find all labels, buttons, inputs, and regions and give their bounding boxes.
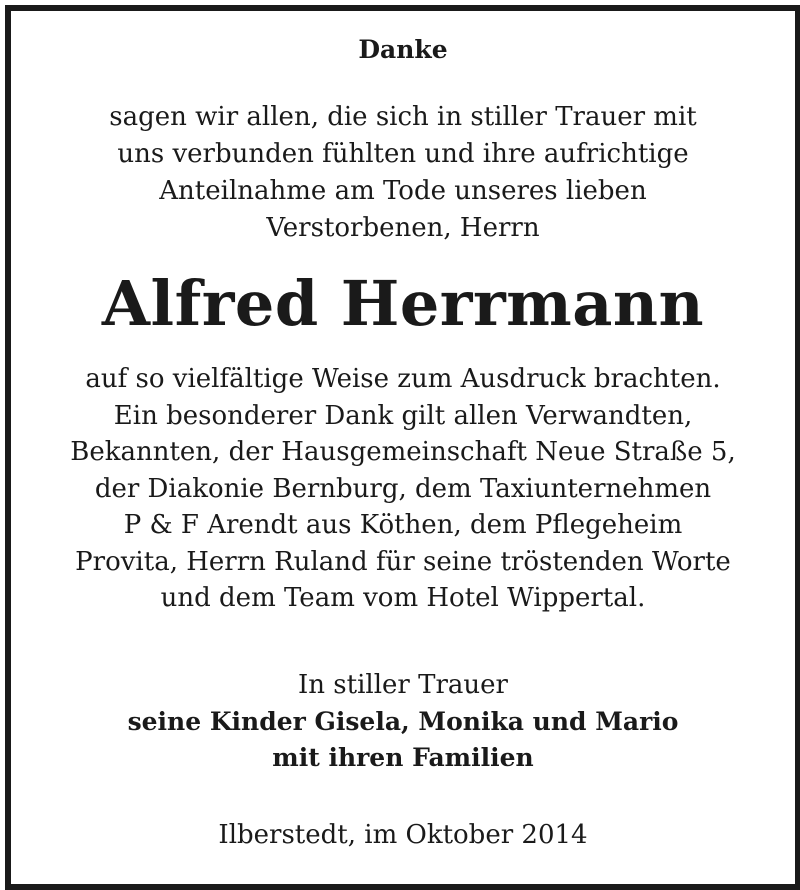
deceased-name: Alfred Herrmann [101, 267, 705, 340]
thanks-line: P & F Arendt aus Köthen, dem Pflegeheim [123, 510, 683, 540]
intro-line: Anteilnahme am Tode unseres lieben [159, 176, 647, 206]
thanks-line: der Diakonie Bernburg, dem Taxiunternehmen [94, 473, 712, 504]
intro-line: Verstorbenen, Herrn [266, 213, 540, 243]
intro-line: sagen wir allen, die sich in stiller Trauer mit [109, 102, 697, 132]
thanks-line: Bekannten, der Hausgemeinschaft Neue Straße 5, [70, 437, 736, 467]
thanks-line: auf so vielfältige Weise zum Ausdruck brachten. [85, 364, 721, 394]
signatory-line: seine Kinder Gisela, Monika und Mario [127, 707, 679, 736]
notice-border [5, 5, 800, 890]
thanks-line: und dem Team vom Hotel Wippertal. [160, 583, 646, 613]
mourning-line: In stiller Trauer [298, 670, 508, 700]
signatories [11, 704, 795, 776]
intro-line: uns verbunden fühlten und ihre aufrichtige [117, 139, 689, 169]
thanks-line: Provita, Herrn Ruland für seine tröstenden Worte [75, 546, 731, 577]
thanks-paragraph [11, 361, 795, 617]
signatory-line: mit ihren Familien [272, 743, 534, 772]
place-date: Ilberstedt, im Oktober 2014 [218, 820, 588, 850]
notice-content [11, 11, 795, 884]
intro-paragraph [11, 99, 795, 247]
notice-heading: Danke [358, 35, 448, 64]
thanks-line: Ein besonderer Dank gilt allen Verwandten, [113, 400, 693, 431]
